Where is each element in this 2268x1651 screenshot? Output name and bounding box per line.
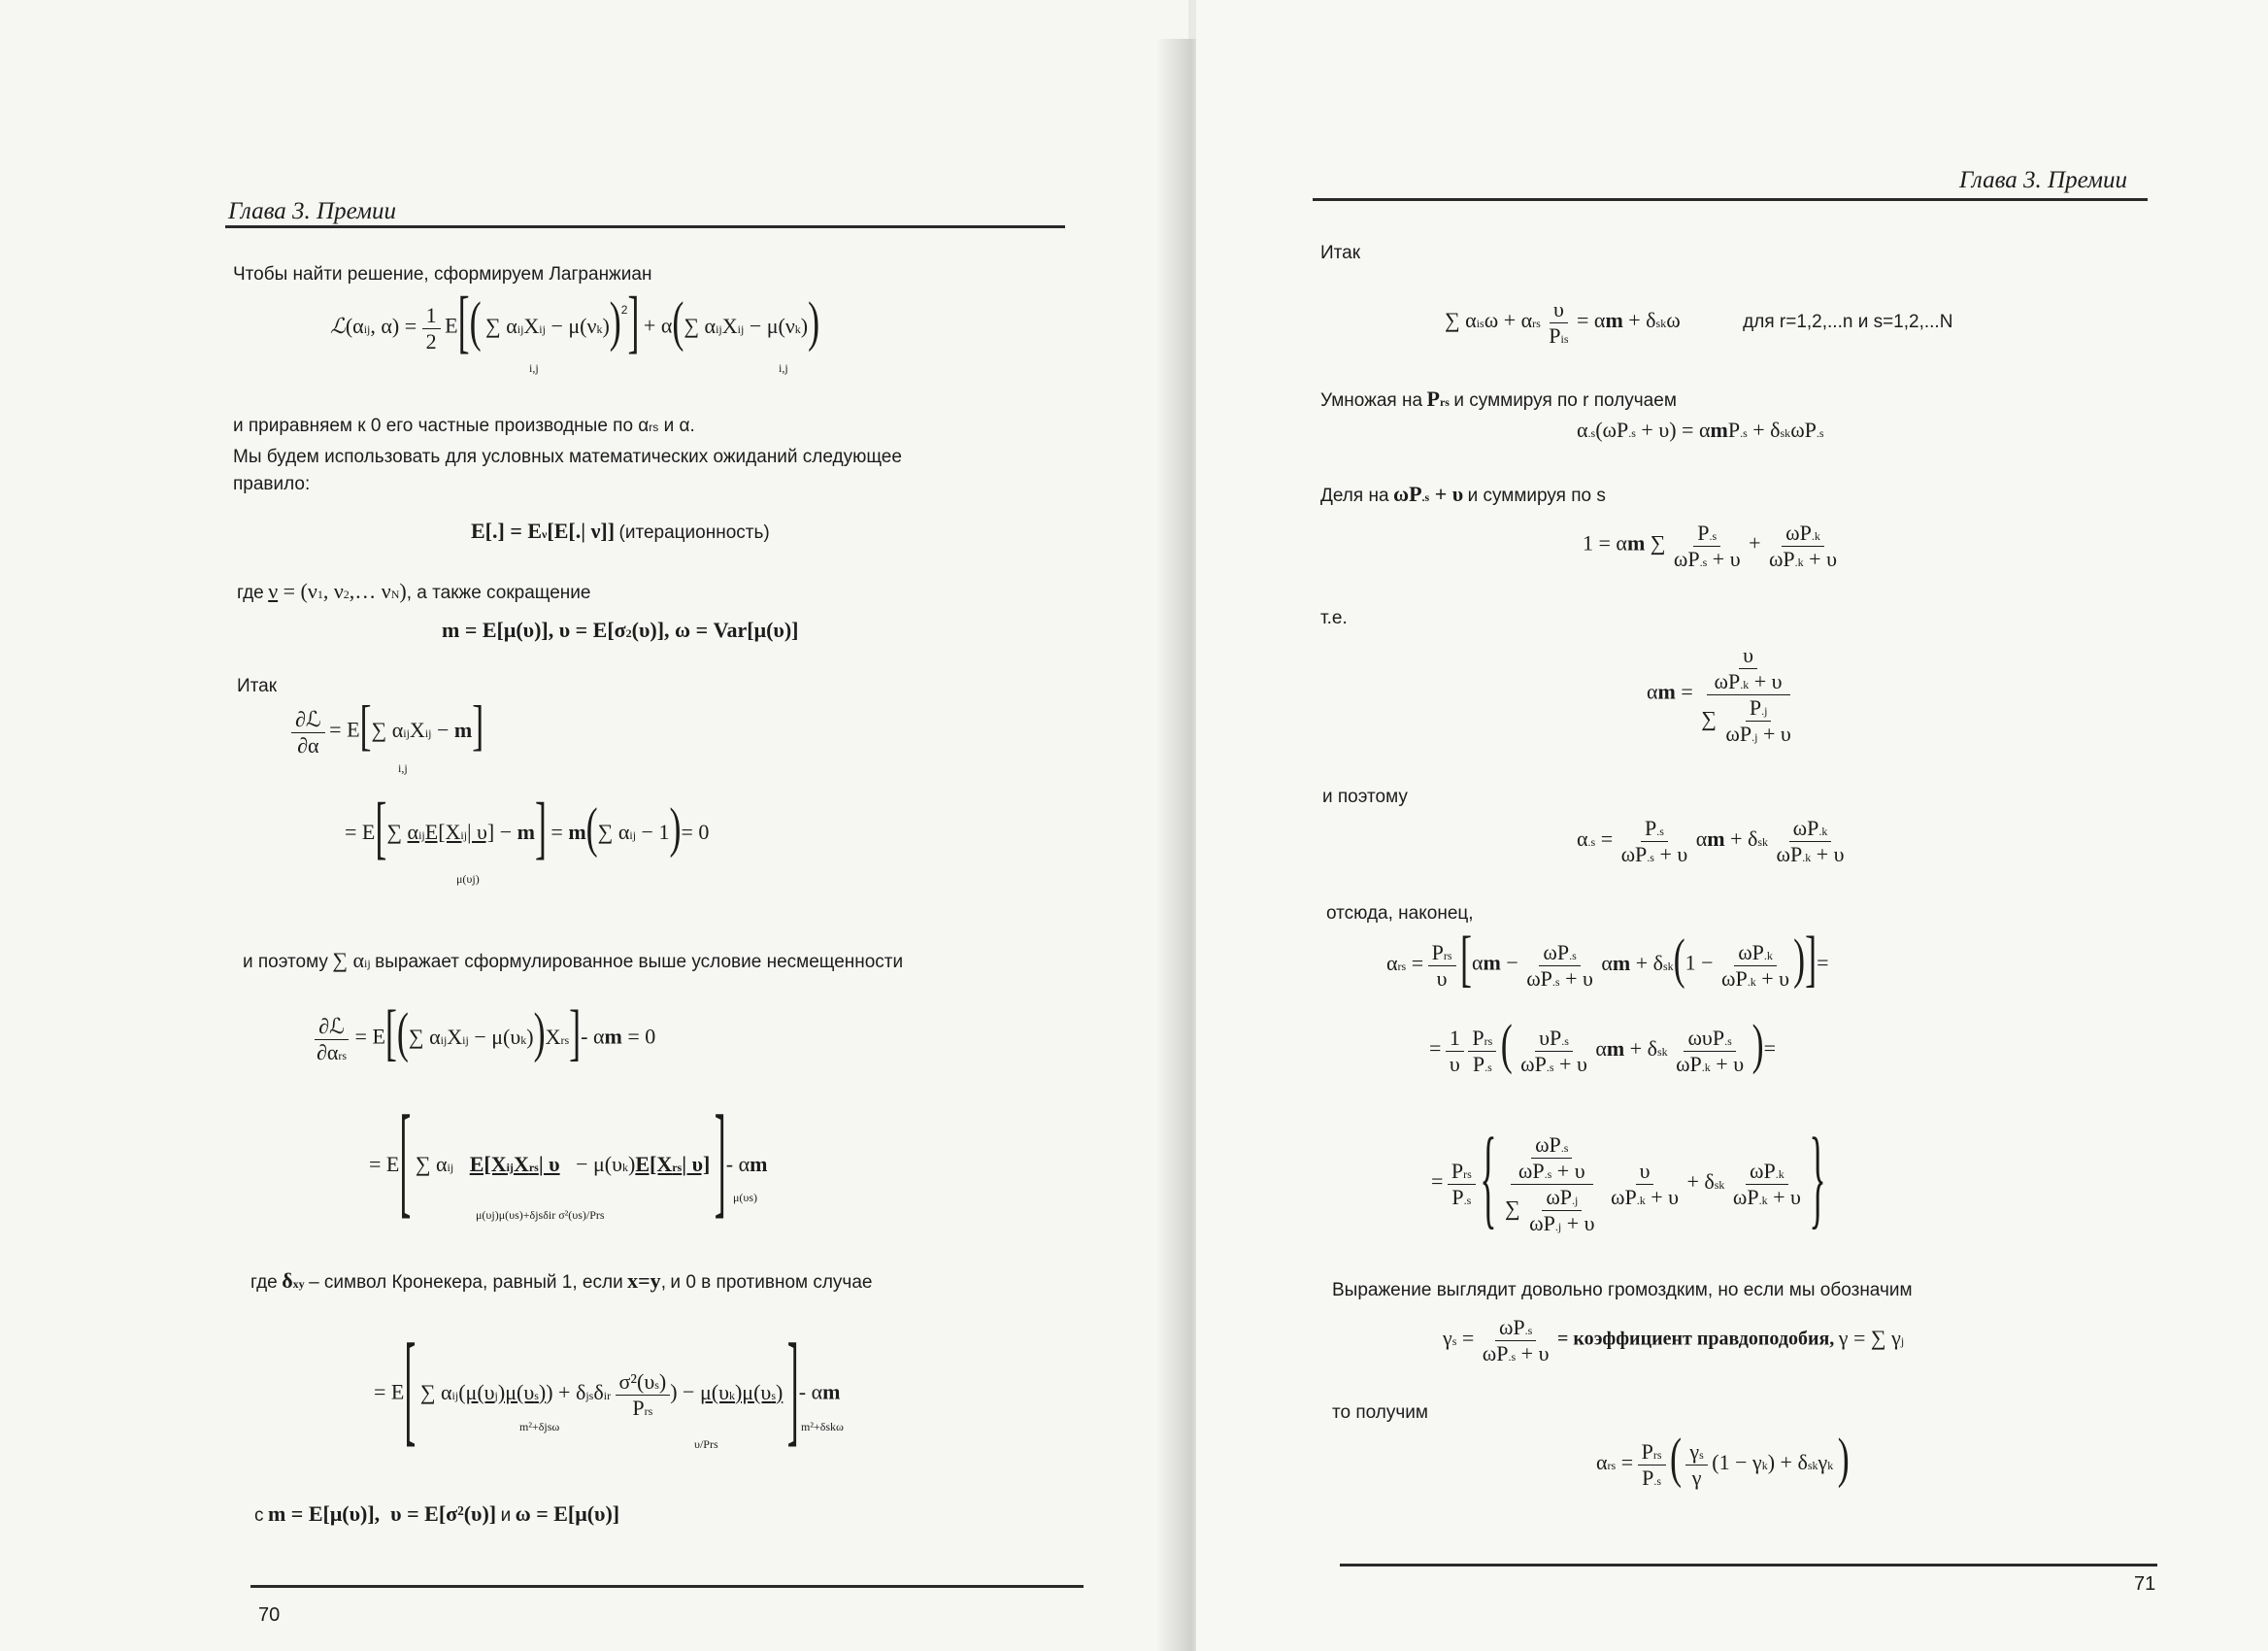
page-number: 70 xyxy=(258,1604,281,1626)
formula-alpha-m: αm = $\frac{\upsilon}{\omega P.k + \upsilon}$ ∑ $\frac{P.j}{\omega P.j + \upsilon}$ xyxy=(1647,643,1791,746)
formula-definitions: m = E[μ(υ)], υ = E[σ2(υ)], ω = Var[μ(υ)] xyxy=(442,618,799,642)
paragraph: Мы будем использовать для условных математических ожиданий следующее xyxy=(233,447,902,467)
formula-final: αrs = $\frac{\text{Prs}}{P.s}$ ( $\frac{\gamma s}{\gamma}$ (1 − γk) + δskγk ) xyxy=(1596,1426,1850,1490)
header-rule xyxy=(225,225,1065,228)
header-rule xyxy=(1313,198,2148,201)
paragraph: отсюда, наконец, xyxy=(1326,903,1474,924)
formula-lagrangian: ℒ(αij, α) = $\frac{1}{2}$ E[( ∑ αijXij − μ(νk))$^2$] + α(∑ αijXij − μ(νk)) xyxy=(330,282,820,360)
paragraph: где ν = (ν1, ν2,… νN), а также сокращение xyxy=(237,579,591,603)
formula-sum-r: α.s(ωP.s + υ) = αmP.s + δskωP.s xyxy=(1577,418,1824,442)
left-page: Глава 3. Премии Чтобы найти решение, сформируем Лагранжиан ℒ(αij, α) = $\frac{1}{2}$ E[( ∑ αijXij − μ(νk))$^2$] + α(∑ αijXij − μ(νk)) i,j i,j и приравняем к 0 его частные производные по αrs и α. Мы будем использовать для условных математических ожиданий следующее правило: E[.] = Eν[E[.| ν]] (итерационность) где ν = (ν1, ν2,… νN), а также сокращение m = E[μ(υ)], υ = E[σ2(υ)], ω = Var[μ(υ)] Итак $\frac{\text{∂ℒ}}{\partial\alpha}$ = E[∑ αijXij − m] i,j = E[∑ αijE[Xij| υ] − m] = m(∑ αij − 1)= 0 μ(υj) и поэтому ∑ αij выражает сформулированное выше условие несмещенности $\frac{\text{∂ℒ}}{\text{∂αrs}}$ = E[(∑ αijXij − μ(υk))Xrs]- αm = 0 = E[ ∑ αij E[XijXrs| υ − μ(υk)E[Xrs| υ] ]- αm μ(υj)μ(υs)+δjsδir σ²(υs)/Prs μ(υs) где δxy – символ Кронекера, равный 1, если x=y, и 0 в противном случае = E[ ∑ αij(μ(υj)μ(υs)) + δjsδir $\frac{\text{σ²(υs)}}{\text{Prs}}$ ) − μ(υk)μ(υs) ]- αm m²+δjsω υ/Prs m²+δskω с m = E[μ(υ)], υ = E[σ²(υ)] и ω = E[μ(υ)] 70 xyxy=(0,0,1188,1651)
page-header: Глава 3. Премии xyxy=(1959,167,2128,193)
page-header: Глава 3. Премии xyxy=(228,198,397,224)
paragraph: Умножая на Prs и суммируя по r получаем xyxy=(1320,387,1677,411)
formula-derivative-alpha-rs: $\frac{\text{∂ℒ}}{\text{∂αrs}}$ = E[(∑ αijXij − μ(υk))Xrs]- αm = 0 xyxy=(317,996,656,1067)
paragraph: и приравняем к 0 его частные производные по αrs и α. xyxy=(233,416,695,436)
formula-system: ∑ αisω + αrs $\frac{\upsilon}{\text{Pis}}$ = αm + δskω для r=1,2,...n и s=1,2,...N xyxy=(1445,297,1953,348)
formula-gamma: γs = $\frac{\omega P.s}{\omega P.s + \upsilon}$ = коэффициент правдоподобия, γ = ∑ γj xyxy=(1443,1315,1905,1365)
formula-sum-s: 1 = αm ∑ $\frac{P.s}{\omega P.s + \upsilon}$ + $\frac{\omega P.k}{\omega P.k + \upsilon}$ xyxy=(1583,521,1837,571)
formula-derivative-alpha: $\frac{\text{∂ℒ}}{\partial\alpha}$ = E[∑ αijXij − m] xyxy=(291,707,484,758)
book-gutter xyxy=(1157,39,1200,1651)
paragraph: и поэтому ∑ αij выражает сформулированное выше условие несмещенности xyxy=(243,948,904,972)
paragraph: Итак xyxy=(1320,243,1361,263)
paragraph: правило: xyxy=(233,474,311,494)
formula-iteration: E[.] = Eν[E[.| ν]] (итерационность) xyxy=(471,519,770,543)
paragraph: и поэтому xyxy=(1322,787,1408,807)
paragraph: то получим xyxy=(1332,1402,1428,1423)
paragraph: Деля на ωP.s + υ и суммируя по s xyxy=(1320,482,1606,506)
formula-alpha-s: α.s = $\frac{P.s}{\omega P.s + \upsilon}$ αm + δsk $\frac{\omega P.k}{\omega P.k + \upsilon}$ xyxy=(1577,816,1845,866)
paragraph: Чтобы найти решение, сформируем Лагранжиан xyxy=(233,264,652,285)
page-number: 71 xyxy=(2134,1573,2156,1595)
formula-alpha-rs-3: = $\frac{\text{Prs}}{P.s}$ { $\frac{\omega P.s}{\omega P.s + \upsilon}$ ∑ $\frac{\omega P.j}{\omega P.j + \upsilon}$ $\frac{\upsilon}{\omega P.k + \upsilon}$ + δsk $\frac{\omega P.k}{\omega P.k + \upsilon}$ } xyxy=(1431,1114,1826,1239)
paragraph: с m = E[μ(υ)], υ = E[σ²(υ)] и ω = E[μ(υ)] xyxy=(254,1501,620,1526)
formula-alpha-rs-2: = $\frac{1}{\upsilon}$ $\frac{\text{Prs}}{P.s}$ ( $\frac{\upsilon P.s}{\omega P.s + \upsilon}$ αm + δsk $\frac{\text{ωυP.s}}{\omega P.k + \upsilon}$ )= xyxy=(1429,1012,1776,1076)
footer-rule xyxy=(1340,1564,2157,1567)
paragraph: Итак xyxy=(237,676,278,696)
paragraph: где δxy – символ Кронекера, равный 1, если x=y, и 0 в противном случае xyxy=(250,1268,873,1293)
formula-kronecker: = E[ ∑ αij(μ(υj)μ(υs)) + δjsδir $\frac{\text{σ²(υs)}}{\text{Prs}}$ ) − μ(υk)μ(υs) ]- αm xyxy=(374,1317,841,1458)
paragraph: Выражение выглядит довольно громоздким, но если мы обозначим xyxy=(1332,1280,1913,1300)
formula-expectation: = E[ ∑ αij E[XijXrs| υ − μ(υk)E[Xrs| υ] ]- αm xyxy=(369,1090,768,1230)
right-page xyxy=(1196,0,2268,1651)
paragraph: т.е. xyxy=(1320,608,1348,628)
footer-rule xyxy=(250,1585,1084,1588)
formula-alpha-rs-1: αrs = $\frac{\text{Prs}}{\upsilon}$ [αm − $\frac{\omega P.s}{\omega P.s + \upsilon}$ αm + δsk(1 − $\frac{\omega P.k}{\omega P.k + \upsilon}$ )]= xyxy=(1386,923,1829,994)
formula-unbiased: = E[∑ αijE[Xij| υ] − m] = m(∑ αij − 1)= 0 xyxy=(345,789,710,866)
